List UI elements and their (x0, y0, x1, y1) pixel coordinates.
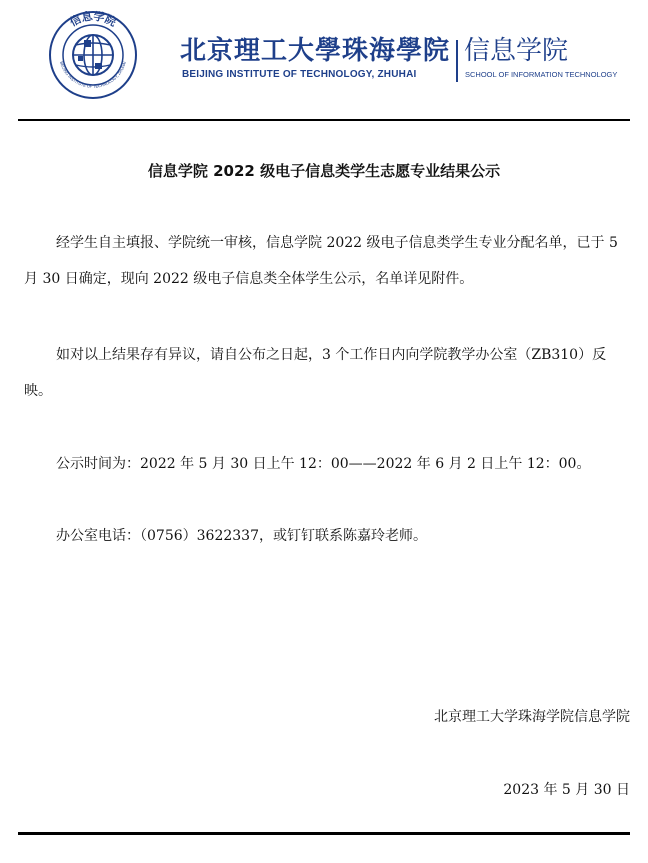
header-divider (456, 40, 458, 82)
logo-ring-text-en: BEIJING INSTITUTE OF TECHNOLOGY, ZHUHAI (58, 60, 127, 89)
paragraph-office-phone: 办公室电话：（0756）3622337，或钉钉联系陈嘉玲老师。 (56, 528, 427, 544)
document-date: 2023 年 5 月 30 日 (503, 782, 630, 798)
school-logo (48, 10, 138, 100)
paragraph-publicity-period: 公示时间为：2022 年 5 月 30 日上午 12：00——2022 年 6 月 2 日上午 12：00。 (56, 456, 591, 472)
document-title: 信息学院 2022 级电子信息类学生志愿专业结果公示 (147, 162, 501, 180)
header-rule (18, 119, 630, 121)
globe-emblem-icon (48, 10, 138, 100)
paragraph-announcement: 经学生自主填报、学院统一审核，信息学院 2022 级电子信息类学生专业分配名单，已于 5 月 30 日确定，现向 2022 级电子信息类全体学生公示，名单详见附件。 (24, 235, 618, 287)
footer-rule (18, 832, 630, 835)
logo-ring-text-cn: 信息学院 (67, 10, 119, 29)
college-name-en: SCHOOL OF INFORMATION TECHNOLOGY (465, 70, 618, 79)
letterhead (0, 0, 648, 100)
paragraph-objection: 如对以上结果存有异议，请自公布之日起，3 个工作日内向学院教学办公室（ZB310）反映。 (24, 347, 607, 399)
school-name-en: BEIJING INSTITUTE OF TECHNOLOGY, ZHUHAI (182, 69, 417, 80)
school-name-cn: 北京理工大學珠海學院 (180, 36, 451, 66)
college-name-cn: 信息学院 (464, 36, 569, 66)
signature: 北京理工大学珠海学院信息学院 (434, 709, 630, 725)
